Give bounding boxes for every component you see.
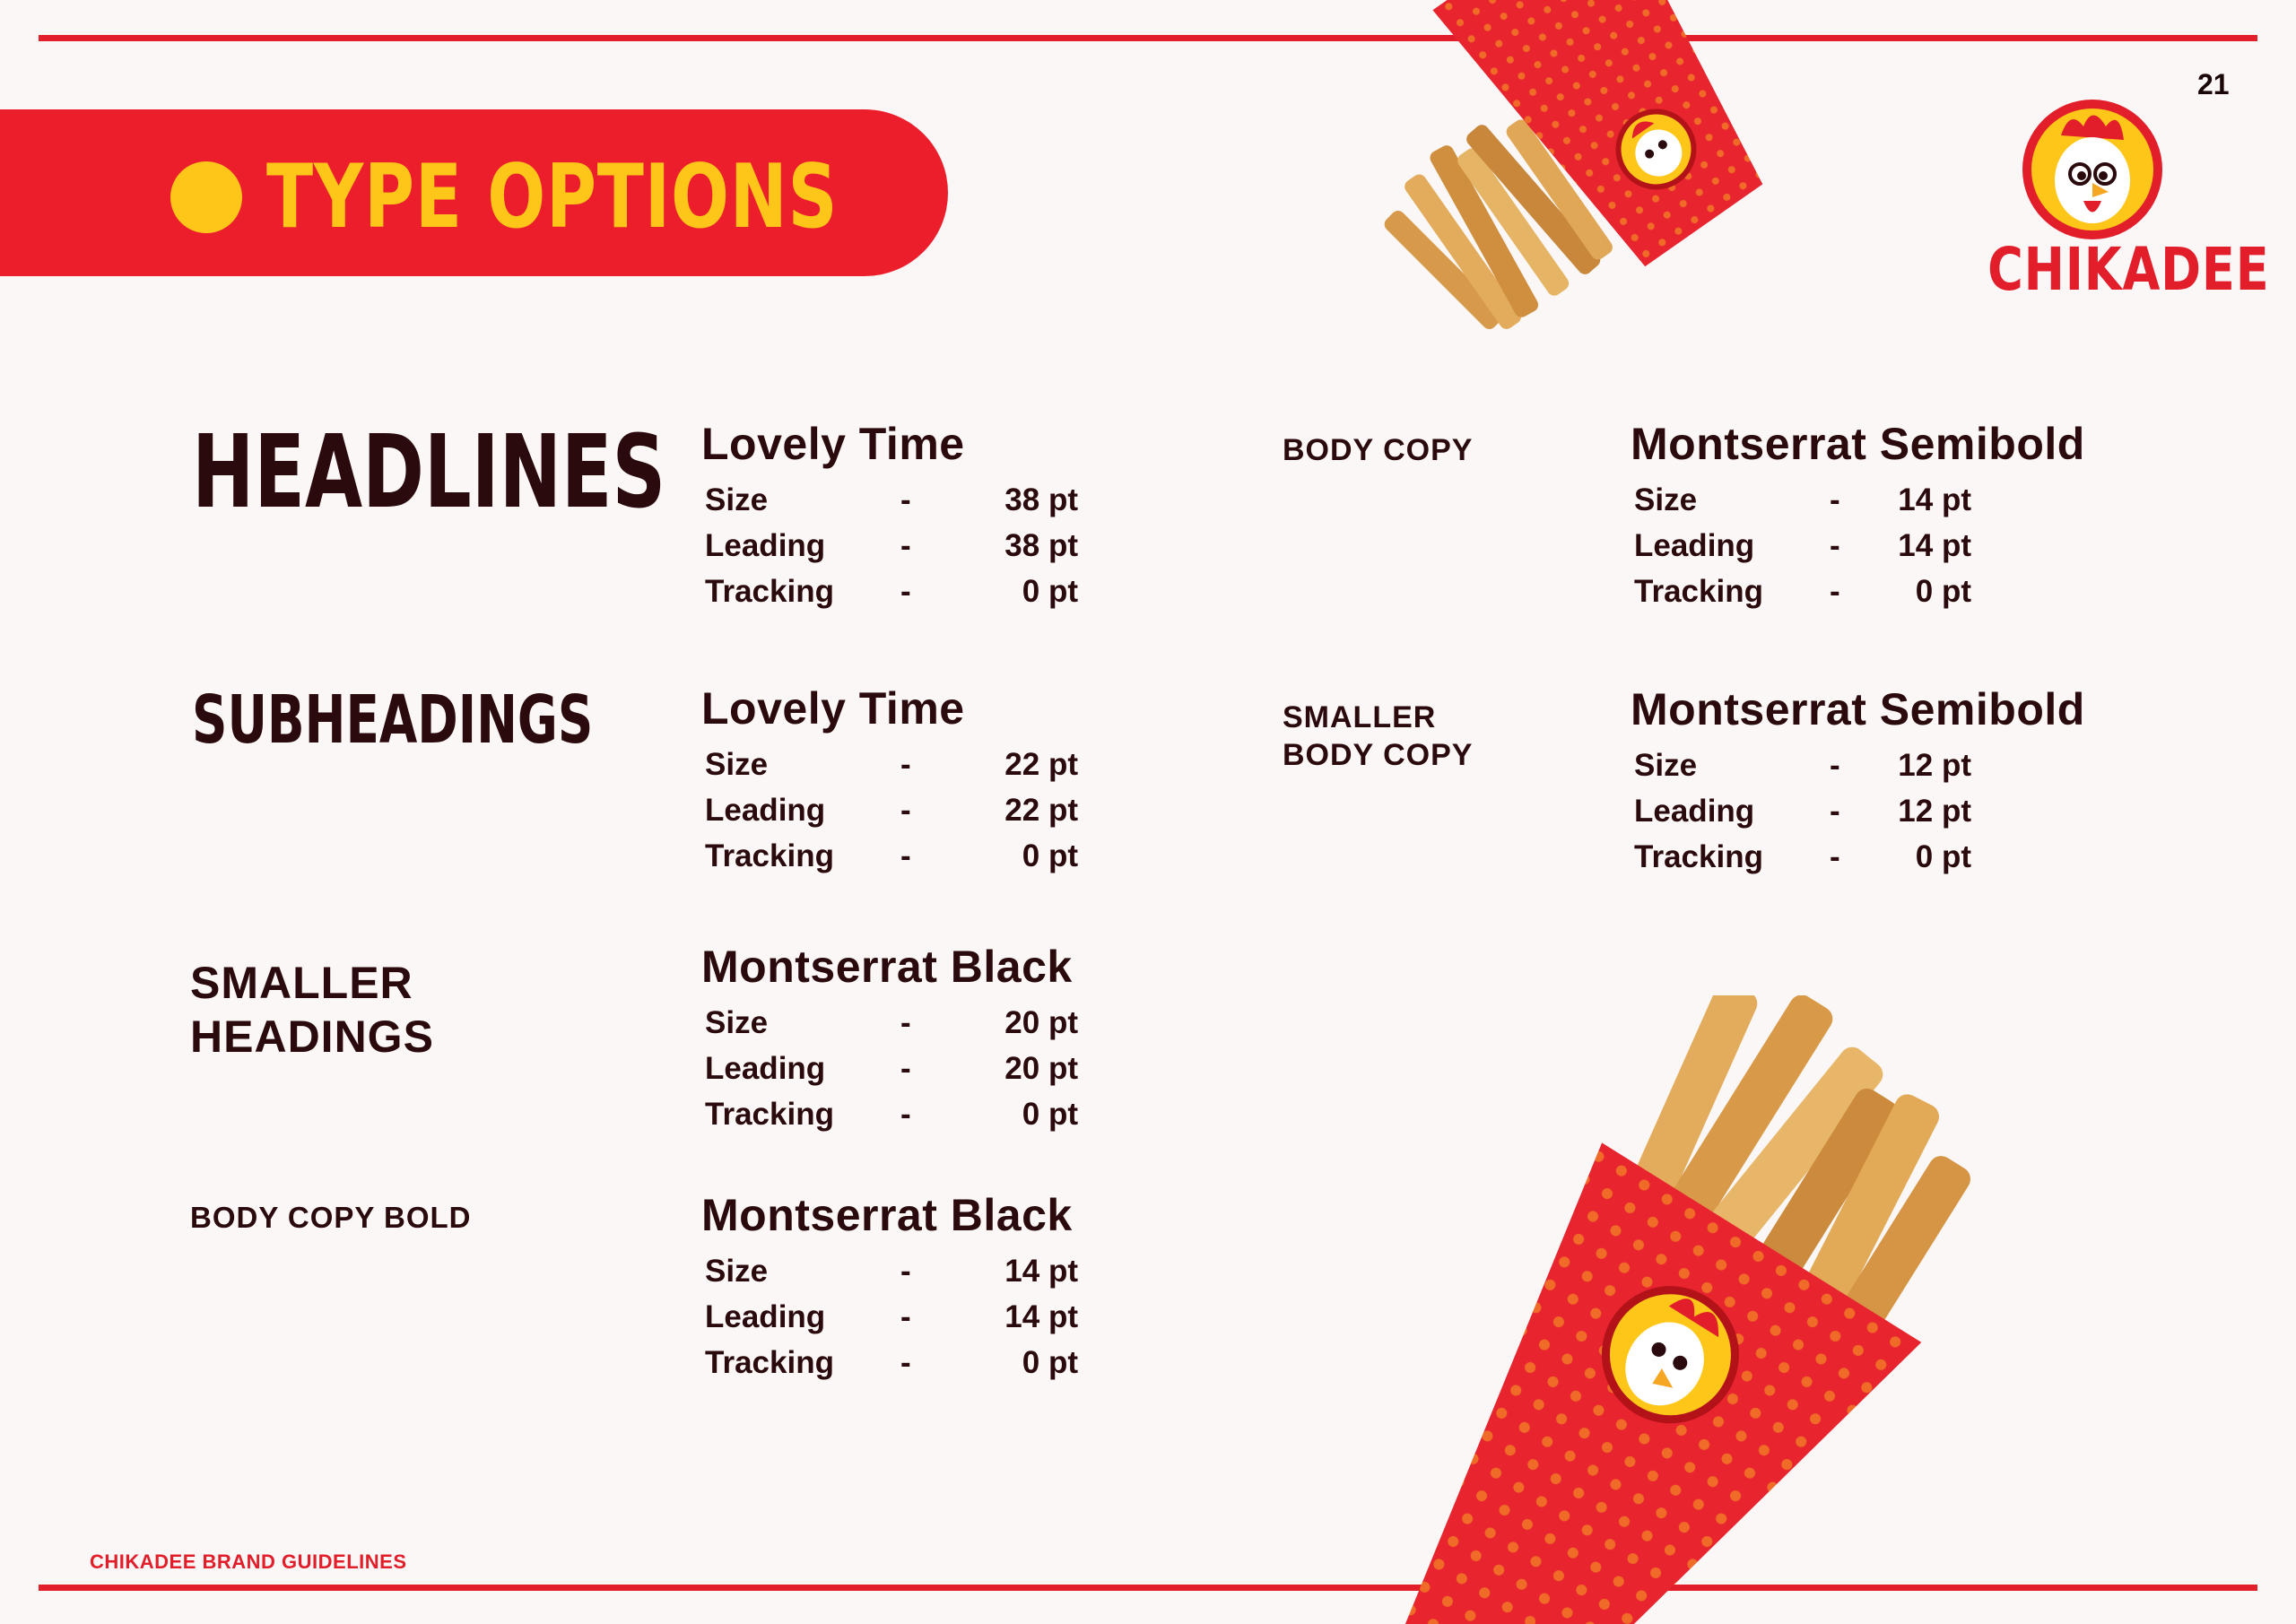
spec-row-size: Size - 20 pt	[705, 1005, 1078, 1040]
spec-font-name: Lovely Time	[701, 683, 965, 734]
spec-row-tracking: Tracking - 0 pt	[705, 1345, 1078, 1380]
category-subheadings: SUBHEADINGS	[192, 682, 594, 759]
spec-headlines	[701, 418, 1078, 614]
spec-smaller-headings	[701, 941, 1078, 1137]
spec-body-copy	[1631, 418, 2085, 614]
spec-font-name: Lovely Time	[701, 419, 965, 469]
spec-subheadings	[701, 682, 1078, 879]
spec-font-name: Montserrat Black	[701, 942, 1073, 992]
spec-row-leading: Leading - 20 pt	[705, 1051, 1078, 1086]
spec-row-leading: Leading - 14 pt	[1634, 528, 1971, 563]
spec-row-size: Size - 14 pt	[705, 1254, 1078, 1289]
spec-font-name: Montserrat Semibold	[1631, 419, 2085, 469]
spec-row-tracking: Tracking - 0 pt	[1634, 574, 1971, 609]
category-body-copy: BODY COPY	[1283, 433, 1474, 467]
title-bullet-icon	[170, 161, 242, 233]
spec-font-name: Montserrat Semibold	[1631, 684, 2085, 734]
top-rule	[39, 35, 2257, 41]
spec-row-size: Size - 22 pt	[705, 747, 1078, 782]
footer-text: CHIKADEE BRAND GUIDELINES	[90, 1550, 407, 1573]
spec-row-size: Size - 38 pt	[705, 482, 1078, 517]
category-headlines: HEADLINES	[192, 414, 666, 531]
spec-row-leading: Leading - 12 pt	[1634, 794, 1971, 829]
spec-row-tracking: Tracking - 0 pt	[705, 1097, 1078, 1132]
page-title: TYPE OPTIONS	[266, 146, 839, 248]
spec-row-tracking: Tracking - 0 pt	[705, 838, 1078, 873]
spec-body-copy-bold	[701, 1189, 1078, 1385]
spec-row-tracking: Tracking - 0 pt	[705, 574, 1078, 609]
spec-smaller-body-copy	[1631, 683, 2085, 880]
fries-top-image	[1292, 0, 1794, 359]
category-smaller-body-copy: SMALLER BODY COPY	[1283, 700, 1474, 772]
fries-bottom-image	[1193, 995, 2054, 1624]
logo-wordmark: CHIKADEE	[1987, 235, 2270, 304]
spec-row-size: Size - 12 pt	[1634, 748, 1971, 783]
category-body-copy-bold: BODY COPY BOLD	[190, 1201, 472, 1234]
spec-row-tracking: Tracking - 0 pt	[1634, 839, 1971, 874]
spec-row-size: Size - 14 pt	[1634, 482, 1971, 517]
spec-row-leading: Leading - 38 pt	[705, 528, 1078, 563]
category-smaller-headings: SMALLER HEADINGS	[190, 958, 434, 1062]
spec-row-leading: Leading - 22 pt	[705, 793, 1078, 828]
page-number: 21	[2197, 68, 2230, 100]
spec-row-leading: Leading - 14 pt	[705, 1299, 1078, 1334]
spec-font-name: Montserrat Black	[701, 1190, 1073, 1240]
